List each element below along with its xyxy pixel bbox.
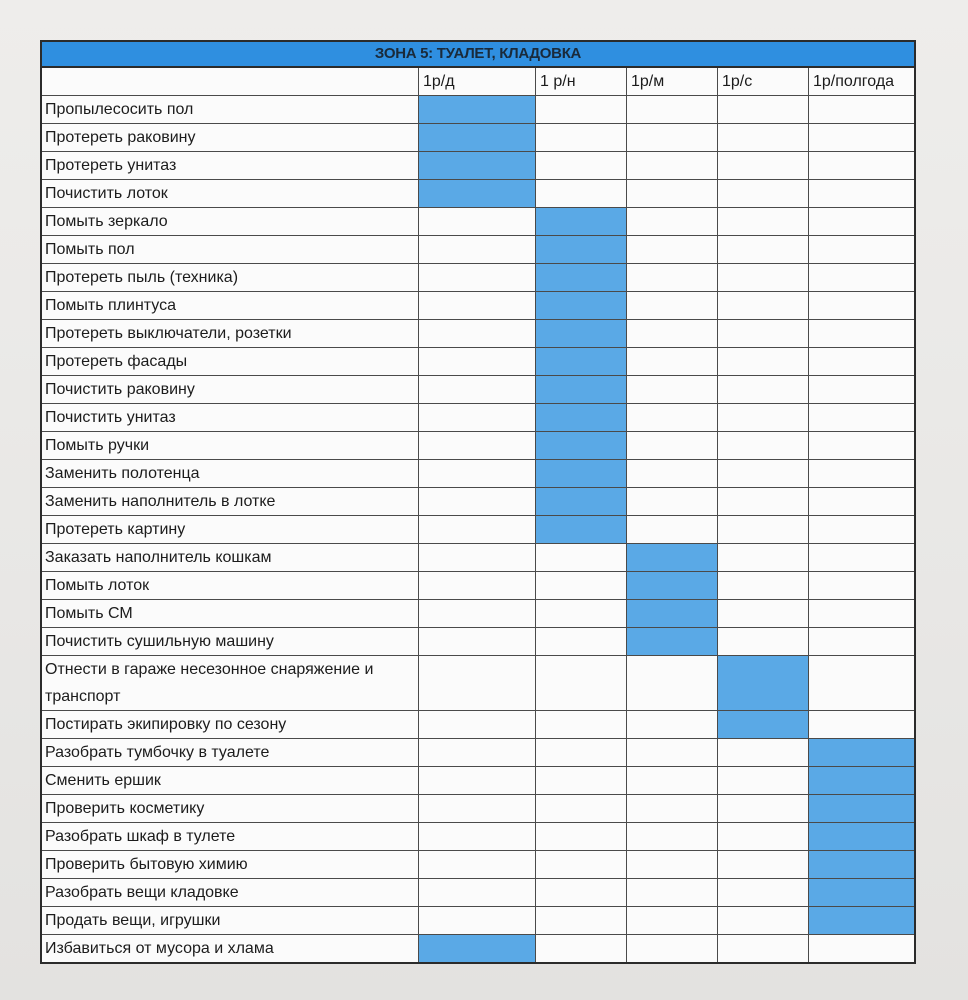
- frequency-cell: [718, 795, 809, 822]
- frequency-cell-marked: [536, 404, 627, 431]
- frequency-cell-marked: [627, 544, 718, 571]
- frequency-cell: [419, 823, 536, 850]
- frequency-cell: [419, 907, 536, 934]
- table-row: [42, 823, 914, 851]
- frequency-cell: [536, 823, 627, 850]
- frequency-cell: [419, 628, 536, 655]
- frequency-cell: [809, 711, 914, 738]
- frequency-cell: [627, 264, 718, 291]
- frequency-cell: [419, 544, 536, 571]
- task-label: Почистить унитаз: [42, 404, 419, 431]
- frequency-cell: [718, 739, 809, 766]
- frequency-cell-marked: [536, 208, 627, 235]
- frequency-cell: [718, 96, 809, 123]
- table-row: [42, 320, 914, 348]
- frequency-cell: [809, 460, 914, 487]
- frequency-cell: [627, 292, 718, 319]
- frequency-cell: [536, 544, 627, 571]
- frequency-cell: [536, 739, 627, 766]
- frequency-cell: [809, 152, 914, 179]
- frequency-cell: [809, 600, 914, 627]
- task-label: Помыть плинтуса: [42, 292, 419, 319]
- frequency-cell-marked: [536, 516, 627, 543]
- frequency-cell: [627, 851, 718, 878]
- frequency-cell-marked: [536, 460, 627, 487]
- frequency-cell: [809, 488, 914, 515]
- frequency-cell-marked: [627, 600, 718, 627]
- table-row: [42, 348, 914, 376]
- table-row: [42, 488, 914, 516]
- frequency-cell: [627, 823, 718, 850]
- cleaning-schedule-table: [40, 40, 916, 964]
- frequency-cell-marked: [536, 320, 627, 347]
- frequency-cell: [809, 516, 914, 543]
- frequency-cell: [536, 656, 627, 710]
- frequency-cell: [809, 208, 914, 235]
- table-row: [42, 152, 914, 180]
- frequency-cell: [419, 767, 536, 794]
- frequency-cell: [536, 628, 627, 655]
- frequency-cell-marked: [809, 823, 914, 850]
- frequency-cell: [718, 320, 809, 347]
- frequency-cell: [627, 320, 718, 347]
- frequency-cell: [419, 432, 536, 459]
- frequency-cell: [419, 264, 536, 291]
- task-label: Разобрать вещи кладовке: [42, 879, 419, 906]
- task-label: Помыть СМ: [42, 600, 419, 627]
- task-label: Помыть ручки: [42, 432, 419, 459]
- frequency-cell-marked: [419, 152, 536, 179]
- frequency-cell: [809, 348, 914, 375]
- frequency-cell: [718, 907, 809, 934]
- frequency-cell: [809, 376, 914, 403]
- frequency-cell: [809, 292, 914, 319]
- table-row: [42, 851, 914, 879]
- frequency-cell: [718, 851, 809, 878]
- frequency-cell: [419, 376, 536, 403]
- frequency-cell: [809, 432, 914, 459]
- task-label: Заменить наполнитель в лотке: [42, 488, 419, 515]
- frequency-cell: [627, 711, 718, 738]
- frequency-cell-marked: [536, 264, 627, 291]
- task-label: Разобрать шкаф в тулете: [42, 823, 419, 850]
- frequency-cell-marked: [809, 879, 914, 906]
- frequency-cell: [536, 767, 627, 794]
- frequency-cell: [718, 767, 809, 794]
- frequency-cell: [419, 460, 536, 487]
- frequency-cell: [536, 851, 627, 878]
- task-label: Протереть унитаз: [42, 152, 419, 179]
- table-row: [42, 180, 914, 208]
- frequency-cell: [536, 96, 627, 123]
- task-label: Пропылесосить пол: [42, 96, 419, 123]
- header-seasonal: 1р/с: [718, 68, 809, 95]
- task-label: Протереть пыль (техника): [42, 264, 419, 291]
- frequency-cell: [627, 180, 718, 207]
- frequency-cell: [627, 236, 718, 263]
- task-label: Отнести в гараже несезонное снаряжение и транспорт: [42, 656, 419, 710]
- frequency-cell: [809, 264, 914, 291]
- frequency-cell: [536, 711, 627, 738]
- task-label: Помыть лоток: [42, 572, 419, 599]
- table-row: [42, 711, 914, 739]
- frequency-cell: [718, 488, 809, 515]
- frequency-cell: [718, 544, 809, 571]
- table-row: [42, 460, 914, 488]
- frequency-cell: [718, 152, 809, 179]
- frequency-cell: [536, 124, 627, 151]
- frequency-cell: [536, 879, 627, 906]
- frequency-cell: [627, 152, 718, 179]
- frequency-cell: [627, 96, 718, 123]
- frequency-cell: [419, 488, 536, 515]
- frequency-cell-marked: [536, 432, 627, 459]
- frequency-cell: [536, 152, 627, 179]
- task-label: Протереть картину: [42, 516, 419, 543]
- frequency-cell: [627, 376, 718, 403]
- frequency-cell: [718, 879, 809, 906]
- frequency-cell: [718, 572, 809, 599]
- frequency-cell: [809, 180, 914, 207]
- frequency-cell: [809, 572, 914, 599]
- header-task-column: [42, 68, 419, 95]
- frequency-cell-marked: [536, 236, 627, 263]
- frequency-cell: [718, 432, 809, 459]
- frequency-cell: [627, 124, 718, 151]
- table-row: [42, 600, 914, 628]
- task-label: Заказать наполнитель кошкам: [42, 544, 419, 571]
- frequency-cell: [627, 739, 718, 766]
- frequency-cell: [419, 656, 536, 710]
- frequency-cell: [809, 320, 914, 347]
- task-label: Постирать экипировку по сезону: [42, 711, 419, 738]
- table-row: [42, 572, 914, 600]
- header-half-year: 1р/полгода: [813, 73, 895, 90]
- header-row: [42, 68, 914, 96]
- frequency-cell: [718, 823, 809, 850]
- frequency-cell-marked: [809, 851, 914, 878]
- frequency-cell: [419, 516, 536, 543]
- frequency-cell: [718, 628, 809, 655]
- frequency-cell: [536, 795, 627, 822]
- table-row: [42, 292, 914, 320]
- frequency-cell: [627, 404, 718, 431]
- frequency-cell: [627, 516, 718, 543]
- frequency-cell-marked: [419, 935, 536, 962]
- table-row: [42, 404, 914, 432]
- table-row: [42, 739, 914, 767]
- task-label: Продать вещи, игрушки: [42, 907, 419, 934]
- table-row: [42, 432, 914, 460]
- frequency-cell: [627, 656, 718, 710]
- task-label: Помыть зеркало: [42, 208, 419, 235]
- frequency-cell-marked: [419, 180, 536, 207]
- frequency-cell: [718, 348, 809, 375]
- frequency-cell: [627, 935, 718, 962]
- frequency-cell-marked: [536, 488, 627, 515]
- frequency-cell: [809, 656, 914, 710]
- frequency-cell: [809, 935, 914, 962]
- frequency-cell: [419, 320, 536, 347]
- table-row: [42, 795, 914, 823]
- frequency-cell: [419, 795, 536, 822]
- frequency-cell-marked: [536, 292, 627, 319]
- header-weekly: 1 р/н: [536, 68, 627, 95]
- frequency-cell: [419, 572, 536, 599]
- frequency-cell: [419, 236, 536, 263]
- table-row: [42, 544, 914, 572]
- frequency-cell-marked: [809, 767, 914, 794]
- frequency-cell-marked: [627, 628, 718, 655]
- frequency-cell: [809, 544, 914, 571]
- frequency-cell: [627, 432, 718, 459]
- frequency-cell: [536, 600, 627, 627]
- frequency-cell: [809, 404, 914, 431]
- task-label: Почистить лоток: [42, 180, 419, 207]
- frequency-cell: [809, 96, 914, 123]
- table-row: [42, 208, 914, 236]
- frequency-cell: [718, 236, 809, 263]
- frequency-cell: [718, 516, 809, 543]
- header-monthly: 1р/м: [627, 68, 718, 95]
- frequency-cell: [627, 488, 718, 515]
- table-row: [42, 656, 914, 711]
- table-row: [42, 907, 914, 935]
- frequency-cell: [536, 907, 627, 934]
- frequency-cell: [419, 292, 536, 319]
- frequency-cell: [809, 236, 914, 263]
- frequency-cell: [419, 600, 536, 627]
- frequency-cell: [718, 292, 809, 319]
- frequency-cell: [718, 404, 809, 431]
- table-row: [42, 124, 914, 152]
- frequency-cell: [536, 935, 627, 962]
- frequency-cell: [718, 376, 809, 403]
- header-daily: 1р/д: [419, 68, 536, 95]
- frequency-cell-marked: [718, 656, 809, 710]
- frequency-cell-marked: [536, 348, 627, 375]
- frequency-cell-marked: [536, 376, 627, 403]
- task-label: Разобрать тумбочку в туалете: [42, 739, 419, 766]
- frequency-cell: [419, 879, 536, 906]
- table-row: [42, 879, 914, 907]
- frequency-cell-marked: [718, 711, 809, 738]
- frequency-cell: [627, 208, 718, 235]
- task-label: Протереть фасады: [42, 348, 419, 375]
- frequency-cell: [419, 348, 536, 375]
- frequency-cell: [536, 180, 627, 207]
- table-row: [42, 935, 914, 962]
- table-row: [42, 96, 914, 124]
- frequency-cell: [718, 264, 809, 291]
- task-label: Избавиться от мусора и хлама: [42, 935, 419, 962]
- table-title: ЗОНА 5: ТУАЛЕТ, КЛАДОВКА: [42, 42, 914, 68]
- frequency-cell-marked: [419, 96, 536, 123]
- frequency-cell-marked: [809, 907, 914, 934]
- task-label: Протереть выключатели, розетки: [42, 320, 419, 347]
- frequency-cell: [718, 180, 809, 207]
- task-label: Сменить ершик: [42, 767, 419, 794]
- frequency-cell: [419, 711, 536, 738]
- task-label: Протереть раковину: [42, 124, 419, 151]
- frequency-cell-marked: [809, 795, 914, 822]
- task-label: Проверить бытовую химию: [42, 851, 419, 878]
- table-row: [42, 264, 914, 292]
- frequency-cell: [419, 739, 536, 766]
- frequency-cell: [627, 767, 718, 794]
- frequency-cell: [419, 851, 536, 878]
- frequency-cell: [718, 124, 809, 151]
- frequency-cell: [718, 208, 809, 235]
- task-label: Проверить косметику: [42, 795, 419, 822]
- frequency-cell: [419, 404, 536, 431]
- frequency-cell: [627, 460, 718, 487]
- task-label: Помыть пол: [42, 236, 419, 263]
- task-label: Заменить полотенца: [42, 460, 419, 487]
- frequency-cell-marked: [809, 739, 914, 766]
- frequency-cell: [536, 572, 627, 599]
- table-body: [42, 96, 914, 962]
- frequency-cell-marked: [419, 124, 536, 151]
- table-row: [42, 767, 914, 795]
- frequency-cell: [718, 600, 809, 627]
- frequency-cell: [627, 795, 718, 822]
- table-row: [42, 236, 914, 264]
- frequency-cell: [718, 460, 809, 487]
- frequency-cell: [718, 935, 809, 962]
- frequency-cell: [809, 124, 914, 151]
- frequency-cell: [627, 907, 718, 934]
- table-row: [42, 516, 914, 544]
- table-row: [42, 628, 914, 656]
- table-row: [42, 376, 914, 404]
- frequency-cell: [419, 208, 536, 235]
- task-label: Почистить сушильную машину: [42, 628, 419, 655]
- frequency-cell: [809, 628, 914, 655]
- frequency-cell: [627, 879, 718, 906]
- frequency-cell-marked: [627, 572, 718, 599]
- frequency-cell: [627, 348, 718, 375]
- task-label: Почистить раковину: [42, 376, 419, 403]
